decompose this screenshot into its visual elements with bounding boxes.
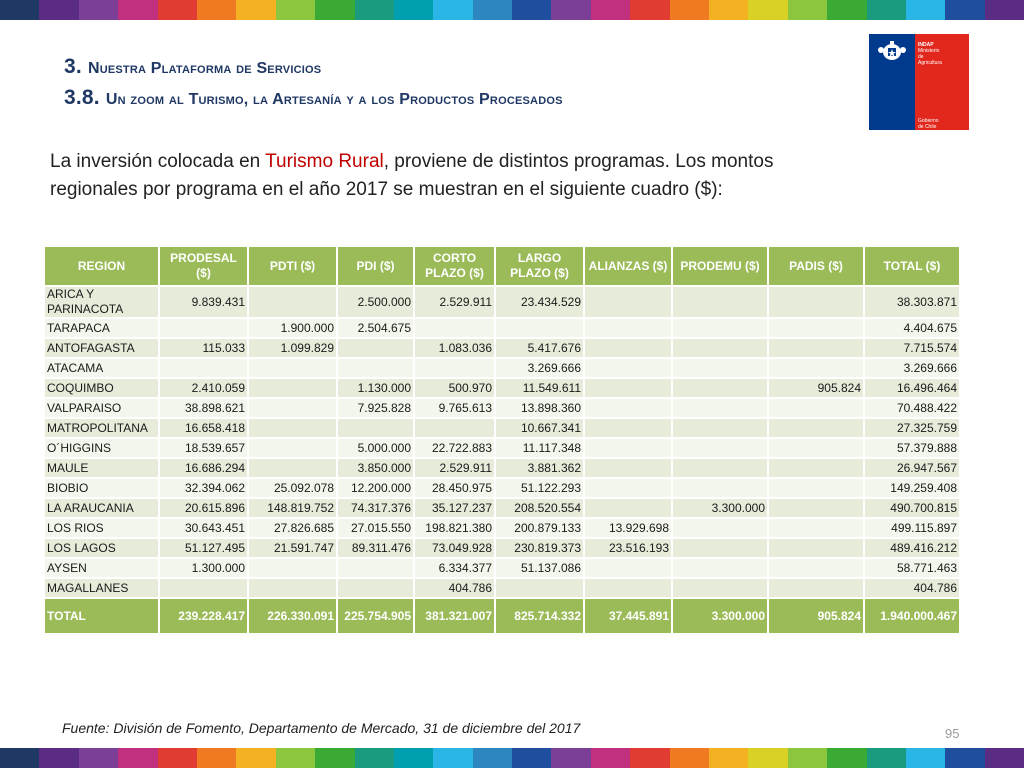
column-header: REGION xyxy=(44,246,159,286)
stripe-segment xyxy=(551,748,590,768)
stripe-segment xyxy=(39,0,78,20)
stripe-segment xyxy=(433,748,472,768)
column-header: LARGO PLAZO ($) xyxy=(495,246,584,286)
amount-cell: 32.394.062 xyxy=(159,478,248,498)
amount-cell: 3.269.666 xyxy=(864,358,960,378)
logo-ministry: Ministerio de Agricultura xyxy=(918,48,942,66)
amount-cell: 16.658.418 xyxy=(159,418,248,438)
amount-cell xyxy=(768,498,864,518)
region-cell: VALPARAISO xyxy=(44,398,159,418)
amount-cell: 3.269.666 xyxy=(495,358,584,378)
amount-cell xyxy=(584,398,672,418)
amount-cell xyxy=(248,358,337,378)
stripe-segment xyxy=(591,748,630,768)
total-amount-cell: 226.330.091 xyxy=(248,598,337,634)
amount-cell: 500.970 xyxy=(414,378,495,398)
amount-cell xyxy=(768,518,864,538)
top-color-stripe xyxy=(0,0,1024,20)
amount-cell: 16.686.294 xyxy=(159,458,248,478)
amount-cell: 9.765.613 xyxy=(414,398,495,418)
stripe-segment xyxy=(827,0,866,20)
stripe-segment xyxy=(788,0,827,20)
amount-cell: 905.824 xyxy=(768,378,864,398)
amount-cell: 4.404.675 xyxy=(864,318,960,338)
amount-cell xyxy=(768,286,864,318)
amount-cell: 20.615.896 xyxy=(159,498,248,518)
column-header: TOTAL ($) xyxy=(864,246,960,286)
amount-cell xyxy=(672,358,768,378)
stripe-segment xyxy=(158,748,197,768)
amount-cell: 208.520.554 xyxy=(495,498,584,518)
amount-cell: 28.450.975 xyxy=(414,478,495,498)
amount-cell xyxy=(337,358,414,378)
amount-cell: 51.137.086 xyxy=(495,558,584,578)
amount-cell xyxy=(672,418,768,438)
table-row xyxy=(44,418,960,438)
amount-cell xyxy=(248,398,337,418)
amount-cell: 25.092.078 xyxy=(248,478,337,498)
amount-cell xyxy=(768,398,864,418)
intro-paragraph xyxy=(50,148,790,204)
amount-cell: 2.500.000 xyxy=(337,286,414,318)
amount-cell: 2.504.675 xyxy=(337,318,414,338)
stripe-segment xyxy=(709,0,748,20)
intro-text-after: , proviene de distintos programas. Los montos regionales por programa en el año 2017 se muestran en el siguiente cuadro ($): xyxy=(50,151,774,200)
stripe-segment xyxy=(355,748,394,768)
total-amount-cell: 905.824 xyxy=(768,598,864,634)
stripe-segment xyxy=(473,0,512,20)
region-cell: LOS LAGOS xyxy=(44,538,159,558)
total-amount-cell: 825.714.332 xyxy=(495,598,584,634)
stripe-segment xyxy=(394,0,433,20)
amount-cell xyxy=(768,338,864,358)
amount-cell xyxy=(159,578,248,598)
amount-cell: 73.049.928 xyxy=(414,538,495,558)
amount-cell xyxy=(672,286,768,318)
amount-cell xyxy=(672,378,768,398)
amount-cell xyxy=(584,338,672,358)
amount-cell xyxy=(672,398,768,418)
stripe-segment xyxy=(394,748,433,768)
amount-cell: 1.130.000 xyxy=(337,378,414,398)
region-cell: ATACAMA xyxy=(44,358,159,378)
table-row xyxy=(44,538,960,558)
amount-cell xyxy=(584,498,672,518)
stripe-segment xyxy=(276,0,315,20)
stripe-segment xyxy=(473,748,512,768)
indap-logo xyxy=(869,34,969,130)
amount-cell xyxy=(248,558,337,578)
stripe-segment xyxy=(670,0,709,20)
amount-cell: 115.033 xyxy=(159,338,248,358)
amount-cell: 12.200.000 xyxy=(337,478,414,498)
stripe-segment xyxy=(79,748,118,768)
amount-cell: 148.819.752 xyxy=(248,498,337,518)
amount-cell: 404.786 xyxy=(864,578,960,598)
total-row xyxy=(44,598,960,634)
amount-cell: 38.898.621 xyxy=(159,398,248,418)
total-amount-cell: 225.754.905 xyxy=(337,598,414,634)
stripe-segment xyxy=(39,748,78,768)
amount-cell: 11.549.611 xyxy=(495,378,584,398)
amount-cell xyxy=(495,318,584,338)
amount-cell: 490.700.815 xyxy=(864,498,960,518)
stripe-segment xyxy=(197,0,236,20)
amount-cell: 1.300.000 xyxy=(159,558,248,578)
amount-cell xyxy=(672,478,768,498)
amount-cell xyxy=(672,338,768,358)
amount-cell: 404.786 xyxy=(414,578,495,598)
stripe-segment xyxy=(197,748,236,768)
amount-cell: 2.529.911 xyxy=(414,458,495,478)
region-cell: TARAPACA xyxy=(44,318,159,338)
amount-cell: 26.947.567 xyxy=(864,458,960,478)
stripe-segment xyxy=(355,0,394,20)
amount-cell: 16.496.464 xyxy=(864,378,960,398)
amount-cell: 27.325.759 xyxy=(864,418,960,438)
amount-cell: 27.015.550 xyxy=(337,518,414,538)
amount-cell xyxy=(248,438,337,458)
amount-cell xyxy=(672,318,768,338)
amount-cell: 30.643.451 xyxy=(159,518,248,538)
table-header xyxy=(44,246,960,286)
column-header: PDI ($) xyxy=(337,246,414,286)
amount-cell: 70.488.422 xyxy=(864,398,960,418)
table-row xyxy=(44,478,960,498)
table-row xyxy=(44,458,960,478)
stripe-segment xyxy=(827,748,866,768)
page-number: 95 xyxy=(945,726,960,741)
stripe-segment xyxy=(867,0,906,20)
amount-cell: 38.303.871 xyxy=(864,286,960,318)
amount-cell xyxy=(672,558,768,578)
amount-cell: 1.083.036 xyxy=(414,338,495,358)
region-cell: MAGALLANES xyxy=(44,578,159,598)
amount-cell xyxy=(337,338,414,358)
amount-cell xyxy=(768,358,864,378)
amount-cell xyxy=(248,378,337,398)
column-header: PRODEMU ($) xyxy=(672,246,768,286)
subsection-title-text: Un zoom al Turismo, la Artesanía y a los Productos Procesados xyxy=(105,91,563,108)
column-header: PADIS ($) xyxy=(768,246,864,286)
amount-cell xyxy=(337,578,414,598)
stripe-segment xyxy=(236,0,275,20)
amount-cell: 3.850.000 xyxy=(337,458,414,478)
amount-cell: 18.539.657 xyxy=(159,438,248,458)
subsection-title xyxy=(64,86,563,110)
amount-cell xyxy=(337,418,414,438)
region-cell: LOS RIOS xyxy=(44,518,159,538)
amount-cell xyxy=(337,558,414,578)
amount-cell xyxy=(768,458,864,478)
total-amount-cell: 1.940.000.467 xyxy=(864,598,960,634)
amount-cell: 198.821.380 xyxy=(414,518,495,538)
amount-cell: 27.826.685 xyxy=(248,518,337,538)
amount-cell xyxy=(414,358,495,378)
amount-cell: 149.259.408 xyxy=(864,478,960,498)
amount-cell: 2.410.059 xyxy=(159,378,248,398)
amount-cell xyxy=(584,286,672,318)
intro-highlight: Turismo Rural xyxy=(265,151,384,172)
logo-org: INDAP xyxy=(918,42,934,48)
table-header-row xyxy=(44,246,960,286)
amount-cell xyxy=(159,318,248,338)
amount-cell xyxy=(672,538,768,558)
amount-cell xyxy=(672,518,768,538)
stripe-segment xyxy=(118,748,157,768)
amount-cell: 499.115.897 xyxy=(864,518,960,538)
stripe-segment xyxy=(236,748,275,768)
intro-text-before: La inversión colocada en xyxy=(50,151,266,172)
column-header: PDTI ($) xyxy=(248,246,337,286)
stripe-segment xyxy=(118,0,157,20)
amount-cell xyxy=(672,458,768,478)
region-cell: ARICA Y PARINACOTA xyxy=(44,286,159,318)
amount-cell xyxy=(584,318,672,338)
stripe-segment xyxy=(551,0,590,20)
subsection-title-number: 3.8. xyxy=(64,86,106,109)
section-title-number: 3. xyxy=(64,55,88,78)
amount-cell xyxy=(159,358,248,378)
amount-cell: 489.416.212 xyxy=(864,538,960,558)
stripe-segment xyxy=(315,0,354,20)
stripe-segment xyxy=(985,0,1024,20)
column-header: PRODESAL ($) xyxy=(159,246,248,286)
coat-of-arms-icon xyxy=(877,40,907,62)
total-label: TOTAL xyxy=(44,598,159,634)
logo-blue-panel xyxy=(869,34,942,130)
amount-cell: 51.127.495 xyxy=(159,538,248,558)
amount-cell xyxy=(768,538,864,558)
amount-cell: 3.300.000 xyxy=(672,498,768,518)
amount-cell: 11.117.348 xyxy=(495,438,584,458)
table-row xyxy=(44,378,960,398)
table-row xyxy=(44,338,960,358)
amount-cell: 89.311.476 xyxy=(337,538,414,558)
table-row xyxy=(44,358,960,378)
total-amount-cell: 3.300.000 xyxy=(672,598,768,634)
region-cell: ANTOFAGASTA xyxy=(44,338,159,358)
amount-cell xyxy=(584,558,672,578)
amount-cell: 5.000.000 xyxy=(337,438,414,458)
region-cell: COQUIMBO xyxy=(44,378,159,398)
stripe-segment xyxy=(315,748,354,768)
amount-cell xyxy=(584,418,672,438)
amount-cell xyxy=(768,438,864,458)
stripe-segment xyxy=(748,0,787,20)
stripe-segment xyxy=(630,748,669,768)
amount-cell: 58.771.463 xyxy=(864,558,960,578)
amount-cell xyxy=(584,478,672,498)
section-title xyxy=(64,55,321,79)
investment-table xyxy=(43,245,961,635)
amount-cell: 21.591.747 xyxy=(248,538,337,558)
table-row xyxy=(44,398,960,418)
amount-cell: 23.516.193 xyxy=(584,538,672,558)
stripe-segment xyxy=(906,748,945,768)
amount-cell: 200.879.133 xyxy=(495,518,584,538)
amount-cell xyxy=(672,578,768,598)
table-row xyxy=(44,438,960,458)
amount-cell: 57.379.888 xyxy=(864,438,960,458)
amount-cell: 5.417.676 xyxy=(495,338,584,358)
amount-cell: 23.434.529 xyxy=(495,286,584,318)
stripe-segment xyxy=(79,0,118,20)
stripe-segment xyxy=(0,748,39,768)
stripe-segment xyxy=(945,748,984,768)
amount-cell: 74.317.376 xyxy=(337,498,414,518)
stripe-segment xyxy=(433,0,472,20)
stripe-segment xyxy=(591,0,630,20)
source-note: Fuente: División de Fomento, Departamento de Mercado, 31 de diciembre del 2017 xyxy=(62,720,581,736)
amount-cell: 3.881.362 xyxy=(495,458,584,478)
amount-cell: 10.667.341 xyxy=(495,418,584,438)
total-amount-cell: 239.228.417 xyxy=(159,598,248,634)
region-cell: MATROPOLITANA xyxy=(44,418,159,438)
amount-cell: 51.122.293 xyxy=(495,478,584,498)
table-row xyxy=(44,558,960,578)
stripe-segment xyxy=(788,748,827,768)
stripe-segment xyxy=(748,748,787,768)
stripe-segment xyxy=(906,0,945,20)
amount-cell: 35.127.237 xyxy=(414,498,495,518)
amount-cell xyxy=(768,578,864,598)
table-row xyxy=(44,578,960,598)
bottom-color-stripe xyxy=(0,748,1024,768)
logo-government: Gobierno de Chile xyxy=(918,118,939,130)
amount-cell xyxy=(768,558,864,578)
region-cell: AYSEN xyxy=(44,558,159,578)
stripe-segment xyxy=(867,748,906,768)
amount-cell xyxy=(584,378,672,398)
stripe-segment xyxy=(512,0,551,20)
amount-cell xyxy=(584,578,672,598)
amount-cell: 7.925.828 xyxy=(337,398,414,418)
amount-cell: 13.929.698 xyxy=(584,518,672,538)
table-row xyxy=(44,498,960,518)
stripe-segment xyxy=(0,0,39,20)
total-amount-cell: 381.321.007 xyxy=(414,598,495,634)
amount-cell xyxy=(414,418,495,438)
stripe-segment xyxy=(709,748,748,768)
amount-cell: 230.819.373 xyxy=(495,538,584,558)
amount-cell: 6.334.377 xyxy=(414,558,495,578)
amount-cell xyxy=(248,418,337,438)
table-row xyxy=(44,286,960,318)
stripe-segment xyxy=(670,748,709,768)
region-cell: LA ARAUCANIA xyxy=(44,498,159,518)
stripe-segment xyxy=(276,748,315,768)
region-cell: MAULE xyxy=(44,458,159,478)
stripe-segment xyxy=(945,0,984,20)
amount-cell xyxy=(768,478,864,498)
amount-cell xyxy=(495,578,584,598)
amount-cell: 13.898.360 xyxy=(495,398,584,418)
section-title-text: Nuestra Plataforma de Servicios xyxy=(87,60,322,77)
amount-cell xyxy=(248,578,337,598)
table-row xyxy=(44,518,960,538)
amount-cell xyxy=(768,318,864,338)
amount-cell xyxy=(414,318,495,338)
amount-cell: 1.900.000 xyxy=(248,318,337,338)
amount-cell xyxy=(584,358,672,378)
total-amount-cell: 37.445.891 xyxy=(584,598,672,634)
table-row xyxy=(44,318,960,338)
column-header: ALIANZAS ($) xyxy=(584,246,672,286)
table-body xyxy=(44,286,960,634)
amount-cell xyxy=(248,286,337,318)
region-cell: BIOBIO xyxy=(44,478,159,498)
stripe-segment xyxy=(630,0,669,20)
stripe-segment xyxy=(985,748,1024,768)
amount-cell: 2.529.911 xyxy=(414,286,495,318)
amount-cell xyxy=(584,438,672,458)
region-cell: O´HIGGINS xyxy=(44,438,159,458)
amount-cell xyxy=(768,418,864,438)
amount-cell xyxy=(584,458,672,478)
stripe-segment xyxy=(158,0,197,20)
amount-cell: 22.722.883 xyxy=(414,438,495,458)
amount-cell: 7.715.574 xyxy=(864,338,960,358)
column-header: CORTO PLAZO ($) xyxy=(414,246,495,286)
amount-cell: 9.839.431 xyxy=(159,286,248,318)
amount-cell: 1.099.829 xyxy=(248,338,337,358)
amount-cell xyxy=(672,438,768,458)
stripe-segment xyxy=(512,748,551,768)
amount-cell xyxy=(248,458,337,478)
